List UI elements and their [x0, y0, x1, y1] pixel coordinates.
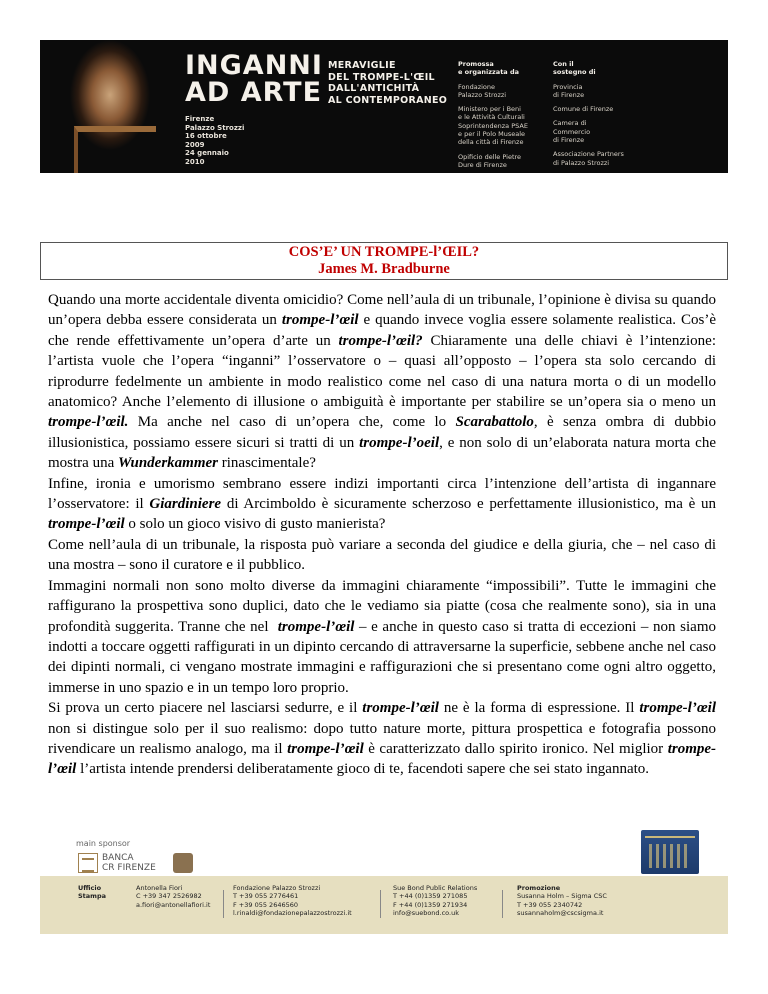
contact-email-link[interactable]: l.rinaldi@fondazionepalazzostrozzi.it — [233, 909, 352, 918]
contact-line: F +44 (0)1359 271934 — [393, 900, 468, 909]
contact-line: Susanna Holm – Sigma CSC — [517, 892, 607, 901]
promoter-line: della città di Firenze — [458, 138, 524, 147]
contact-line: Antonella Fiori — [136, 884, 183, 892]
contact-line: F +39 055 2646560 — [233, 900, 299, 909]
contact-email-link[interactable]: info@suebond.co.uk — [393, 909, 459, 918]
bank-name-line: BANCA — [102, 853, 134, 863]
press-office-label — [78, 884, 106, 901]
document-author: James M. Bradburne — [318, 261, 450, 277]
supporter-line: Provincia — [553, 82, 583, 91]
article-body — [48, 290, 716, 780]
contact-email-link[interactable]: susannaholm@cscsigma.it — [517, 909, 604, 918]
exhibition-title-line: AD ARTE — [185, 77, 323, 108]
supporter-line: Camera di — [553, 119, 587, 128]
paragraph: Immagini normali non sono molto diverse da immagini chiaramente “impossibili”. Tutte le immagini che raffigurano la prospettiva sono duplici, dato che le vediamo sia piatte (cosa che realmente sono), sia in una profondità suggerita. Tranne che nel trompe-l’œil – e anche in questo caso si tratta di eccezioni – non siamo indotti a toccare oggetti raffigurati in un dipinto cercando di attraversarne la superficie, sebbene anche nel caso dei dipinti normali, ci vengano mostrate immagini e raffigurazioni che si presentano come ogni altro oggetto, immerse in uno spazio e in un tempo loro proprio. — [48, 577, 716, 696]
contact-line: C +39 347 2526982 — [136, 892, 202, 901]
press-office-line: Ufficio — [78, 884, 102, 892]
supporter-line: Comune di Firenze — [553, 105, 614, 114]
supporters-heading: sostegno di — [553, 68, 596, 77]
document-title: COS’E’ UN TROMPE-l’ŒIL? — [288, 244, 480, 260]
contact-line: Promozione — [517, 884, 561, 892]
promoter-line: Opificio delle Pietre — [458, 152, 522, 161]
promoter-line: Dure di Firenze — [458, 160, 507, 169]
event-details — [185, 115, 244, 166]
event-date-end: 24 gennaio — [185, 149, 229, 157]
header-banner — [40, 40, 728, 173]
promoter-line: Ministero per i Beni — [458, 105, 521, 114]
bank-name — [102, 853, 156, 873]
promoter-line: Fondazione — [458, 82, 496, 91]
contact-line: Sue Bond Public Relations — [393, 884, 478, 892]
supporters-heading: Con il — [553, 60, 574, 68]
paragraph: Infine, ironia e umorismo sembrano essere indizi importanti circa l’intenzione dell’artista di ingannare l’osservatore: il Giardiniere di Arcimboldo è sicuramente scherzoso e perfettamente illusionistico, ma è un trompe-l’œil o solo un gioco visivo di gusto manierista? — [48, 475, 716, 533]
event-venue: Palazzo Strozzi — [185, 123, 245, 132]
main-sponsor-label: main sponsor — [76, 839, 131, 848]
exhibition-title — [185, 52, 323, 106]
promoter-line: e per il Polo Museale — [458, 130, 526, 139]
supporter-line: di Firenze — [553, 90, 585, 99]
lion-emblem-icon — [173, 853, 193, 873]
supporter-line: Commercio — [553, 127, 591, 136]
supporter-line: di Firenze — [553, 136, 585, 145]
event-city: Firenze — [185, 115, 215, 123]
contact-fiori — [136, 884, 210, 909]
subtitle-line: DEL TROMPE-L'ŒIL — [328, 71, 435, 83]
supporters-column — [553, 60, 624, 167]
painting-frame — [74, 126, 156, 173]
event-year-end: 2010 — [185, 157, 205, 166]
exhibition-subtitle — [328, 60, 447, 106]
contact-fondazione — [233, 884, 352, 918]
subtitle-line: AL CONTEMPORANEO — [328, 94, 448, 106]
divider — [223, 890, 224, 918]
paragraph: Come nell’aula di un tribunale, la risposta può variare a seconda del giudice e della giuria, che – nel caso di una mostra – sono il curatore e il pubblico. — [48, 536, 716, 574]
palazzo-strozzi-logo-icon — [641, 830, 699, 874]
bank-name-line: CR FIRENZE — [102, 863, 156, 873]
event-date-start: 16 ottobre — [185, 132, 227, 140]
footer-contacts — [40, 876, 728, 934]
promoters-heading: e organizzata da — [458, 68, 519, 77]
divider — [380, 890, 381, 918]
contact-suebond — [393, 884, 477, 918]
divider — [502, 890, 503, 918]
contact-promozione — [517, 884, 607, 918]
promoter-line: Palazzo Strozzi — [458, 90, 507, 99]
promoter-line: Soprintendenza PSAE — [458, 121, 528, 130]
supporter-line: di Palazzo Strozzi — [553, 158, 610, 167]
promoters-heading: Promossa — [458, 60, 494, 68]
exhibition-title-line: INGANNI — [185, 50, 323, 81]
document-title-box — [40, 242, 728, 280]
subtitle-line: DALL'ANTICHITÀ — [328, 83, 420, 94]
contact-email-link[interactable]: a.fiori@antonellafiori.it — [136, 900, 211, 909]
subtitle-line: MERAVIGLIE — [328, 60, 396, 71]
contact-line: T +39 055 2776461 — [233, 892, 299, 901]
contact-line: Fondazione Palazzo Strozzi — [233, 884, 321, 892]
supporter-line: Associazione Partners — [553, 150, 624, 159]
contact-line: T +39 055 2340742 — [517, 900, 583, 909]
press-office-line: Stampa — [78, 892, 106, 901]
bank-logo — [78, 851, 198, 875]
bank-icon — [78, 853, 98, 873]
paragraph: Quando una morte accidentale diventa omicidio? Come nell’aula di un tribunale, l’opinione è divisa su quando un’opera debba essere considerata un trompe-l’œil e quando invece voglia essere solamente realistica. Cos’è che rende effettivamente un’opera d’arte un trompe-l’œil? Chiaramente una delle chiavi è l’intenzione: l’artista vuole che l’opera “inganni” l’osservatore o – quasi all’opposto – l’opera sta solo cercando di riprodurre fedelmente un ambiente in modo realistico come nel caso di una natura morta o di un modello anatomico? Anche l’elemento di illusione o ambiguità è importante per stabilire se un’opera sia o meno un trompe-l’œil. Ma anche nel caso di un’opera che, come lo Scarabattolo, è senza ombra di dubbio illusionistica, possiamo essere sicuri si tratti di un trompe-l’oeil, e non solo di un’elaborata natura morta che mostra una Wunderkammer rinascimentale? — [48, 292, 716, 472]
promoters-column — [458, 60, 528, 169]
promoter-line: e le Attività Culturali — [458, 113, 525, 122]
paragraph: Si prova un certo piacere nel lasciarsi sedurre, e il trompe-l’œil ne è la forma di espressione. Il trompe-l’œil non si distingue solo per il suo realismo: dopo tutto nature morte, pittura prospettica e fotografia possono rivendicare un realismo analogo, ma il trompe-l’œil è caratterizzato dallo spirito ironico. Nel miglior trompe-l’œil l’artista intende prendersi deliberatamente gioco di te, facendoti sapere che sei stato ingannato. — [48, 700, 717, 778]
event-year-start: 2009 — [185, 140, 205, 149]
contact-line: T +44 (0)1359 271085 — [393, 892, 468, 901]
